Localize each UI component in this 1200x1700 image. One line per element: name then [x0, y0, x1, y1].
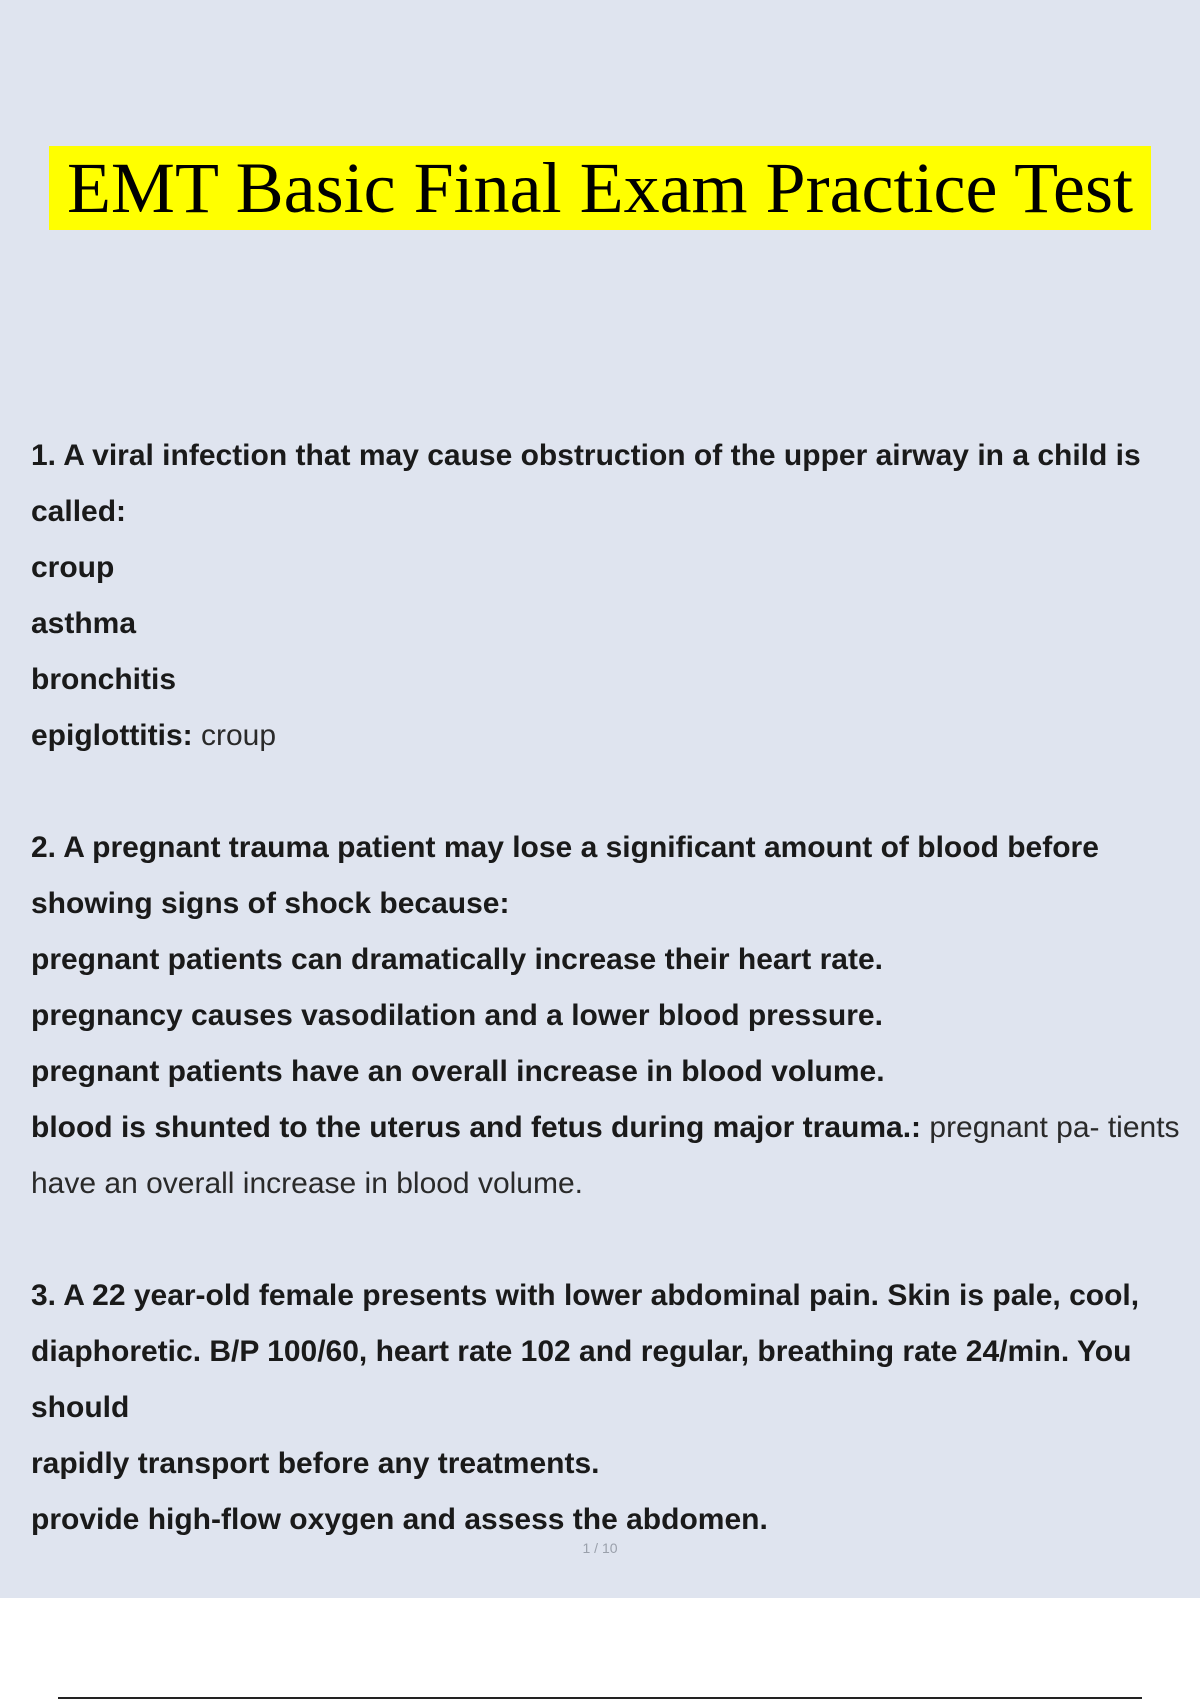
correct-answer: pregnant pa- tients have an overall increase in blood volume.	[31, 1111, 1180, 1200]
answer-line	[31, 1100, 1181, 1212]
question-text: 3. A 22 year-old female presents with lower abdominal pain. Skin is pale, cool, diaphoretic. B/P 100/60, heart rate 102 and regular, breathing rate 24/min. You should	[31, 1279, 1140, 1424]
correct-answer: croup	[192, 719, 277, 752]
answer-option: asthma	[31, 607, 137, 640]
page-number: 1 / 10	[582, 1540, 618, 1556]
question-1	[31, 428, 1200, 764]
document-title: EMT Basic Final Exam Practice Test	[49, 146, 1151, 230]
answer-line	[31, 708, 1200, 764]
answer-option: epiglottitis:	[31, 719, 193, 752]
title-container	[0, 146, 1200, 230]
question-3	[31, 1268, 1200, 1548]
answer-option: rapidly transport before any treatments.	[31, 1447, 600, 1480]
footer-divider	[58, 1697, 1142, 1699]
answer-option: provide high-flow oxygen and assess the abdomen.	[31, 1503, 768, 1536]
questions-list	[31, 428, 1200, 1598]
answer-option: croup	[31, 551, 115, 584]
question-text: 1. A viral infection that may cause obstruction of the upper airway in a child is called:	[31, 439, 1141, 528]
question-2	[31, 820, 1200, 1212]
question-text: 2. A pregnant trauma patient may lose a significant amount of blood before showing signs of shock because:	[31, 831, 1099, 920]
answer-option: pregnant patients have an overall increase in blood volume.	[31, 1055, 885, 1088]
answer-option: pregnancy causes vasodilation and a lower blood pressure.	[31, 999, 883, 1032]
answer-option: blood is shunted to the uterus and fetus during major trauma.:	[31, 1111, 922, 1144]
answer-option: pregnant patients can dramatically increase their heart rate.	[31, 943, 883, 976]
answer-option: bronchitis	[31, 663, 177, 696]
